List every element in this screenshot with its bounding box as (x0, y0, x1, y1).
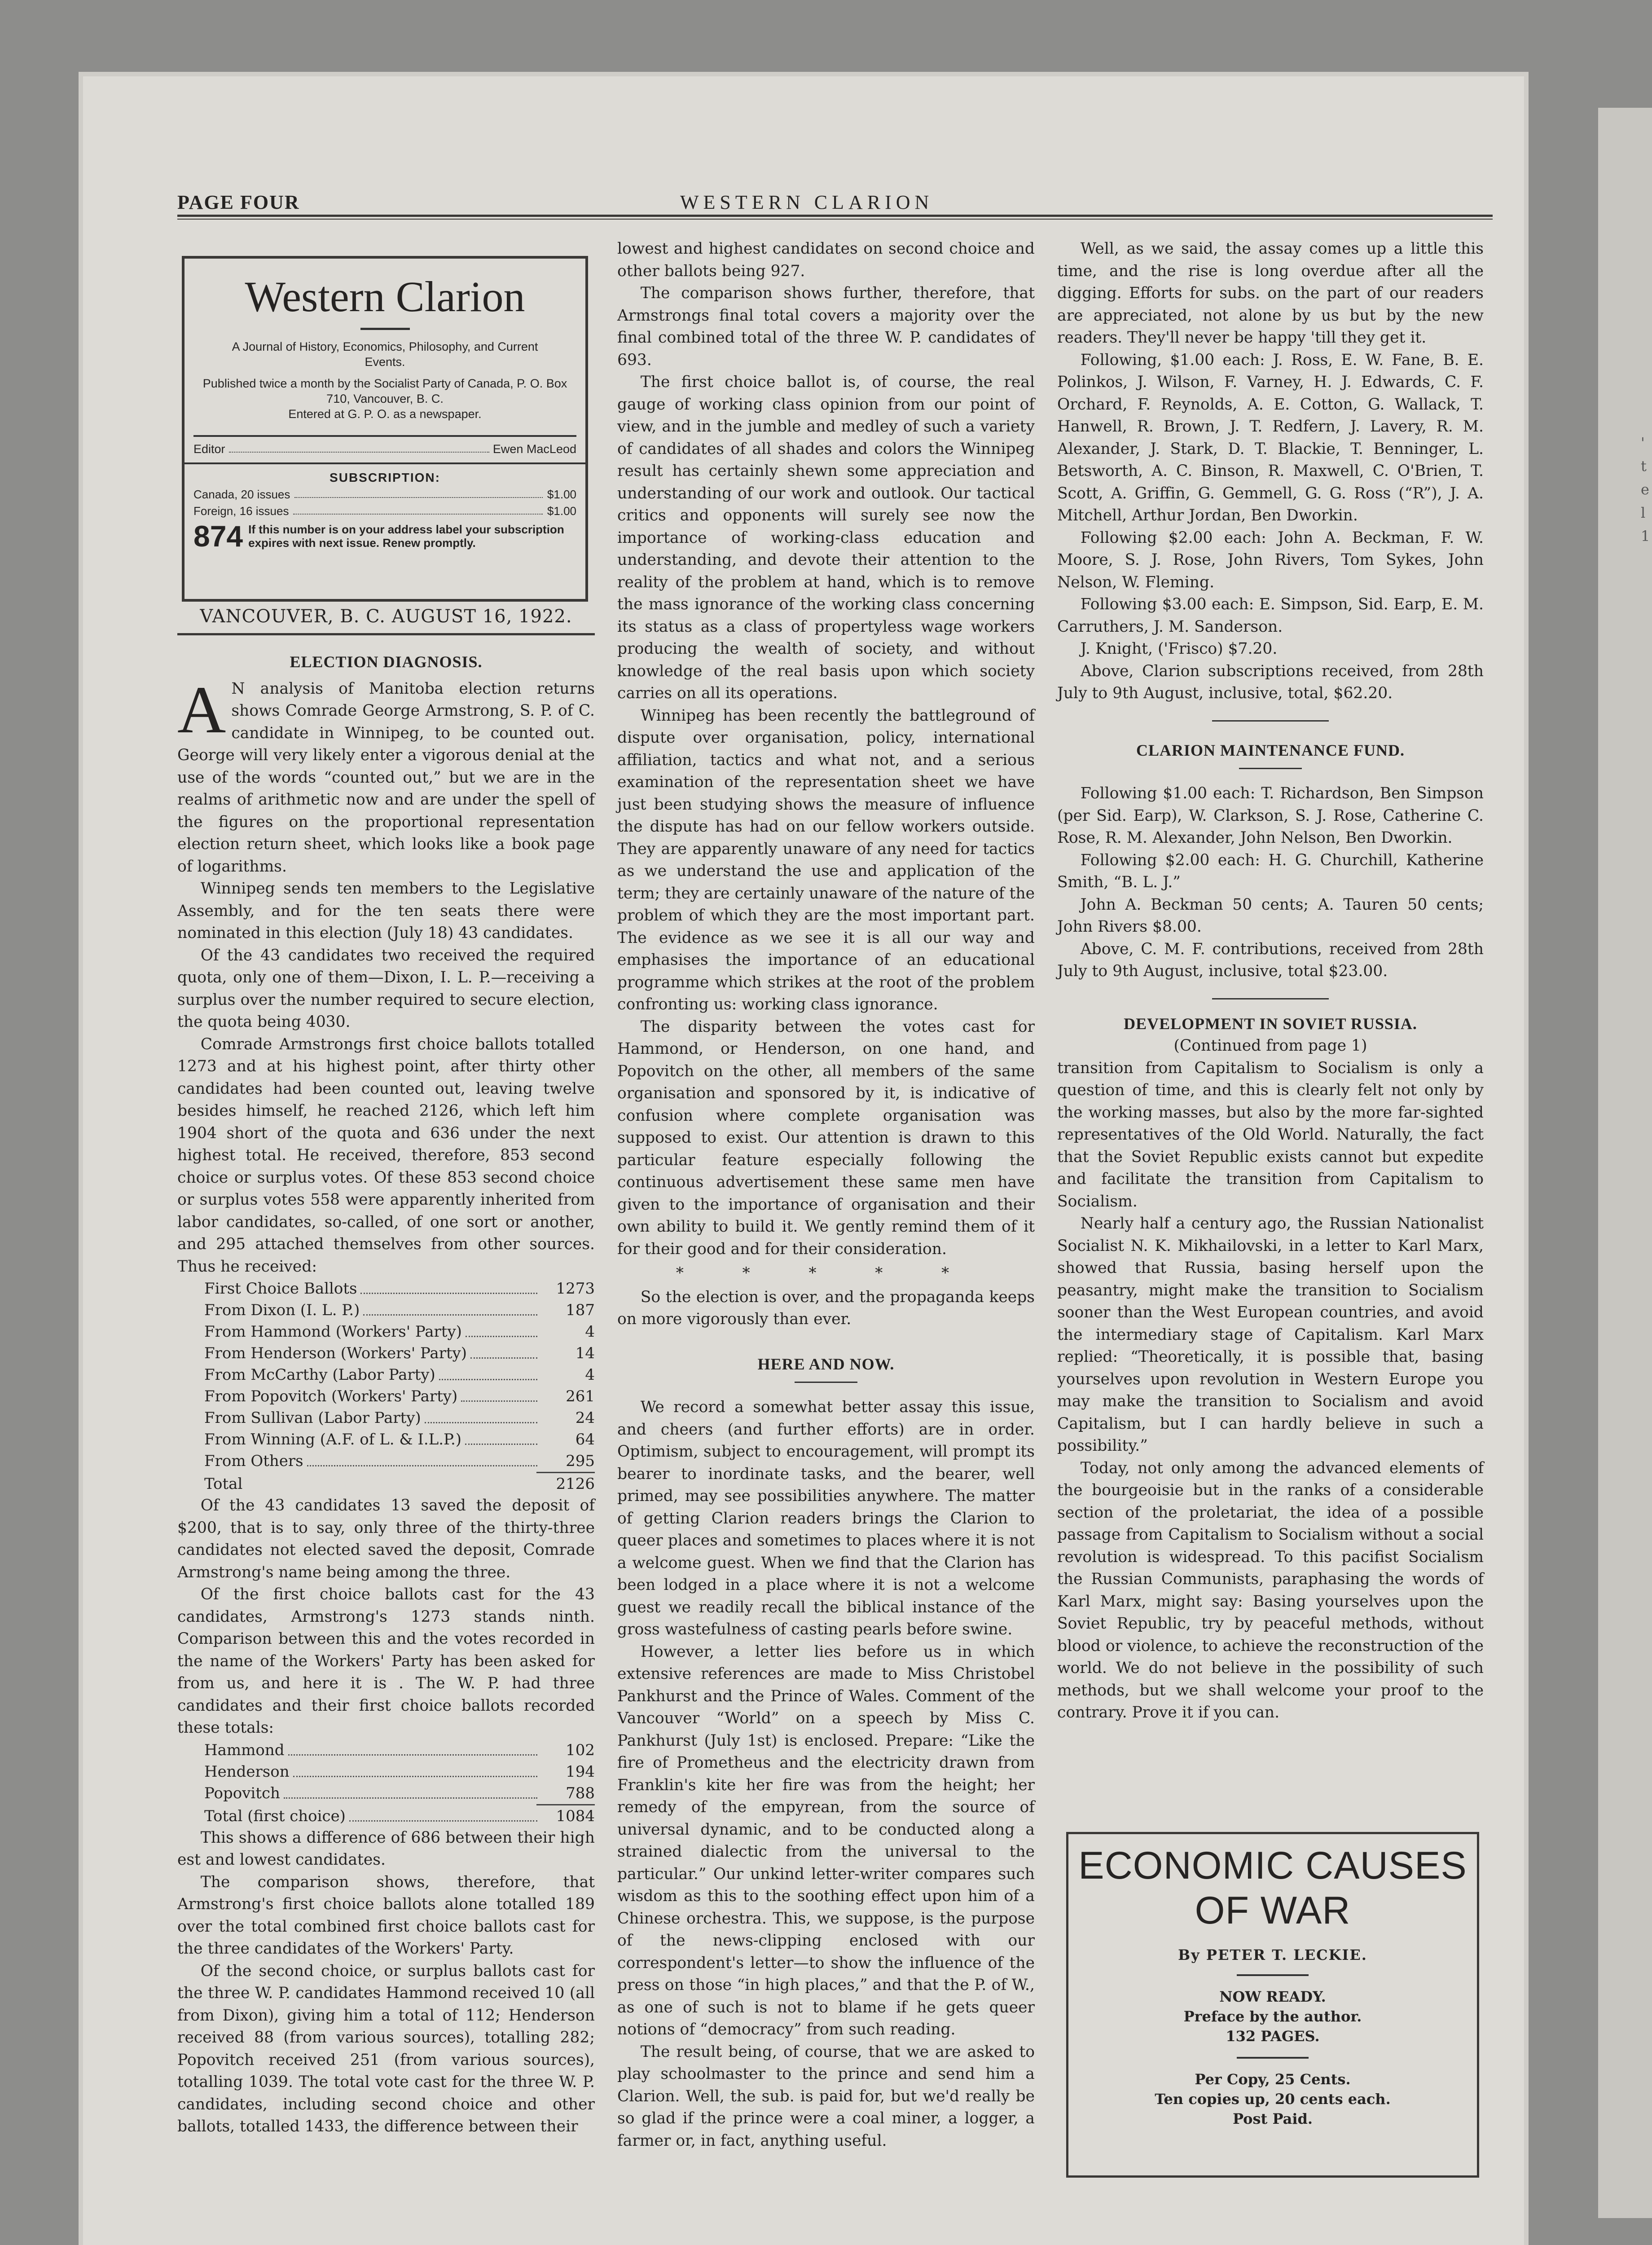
paragraph: J. Knight, ('Frisco) $7.20. (1080, 640, 1278, 658)
ad-author: By PETER T. LECKIE. (1178, 1946, 1367, 1963)
row-label: First Choice Ballots (204, 1280, 357, 1298)
row-label: From Dixon (I. L. P.) (204, 1301, 360, 1319)
paragraph: transition from Capitalism to Socialism is only a question of time, and this is clearly felt not only by the working masses, but also by the more far-sighted representatives of the Old World. Naturally, the fact that the Soviet Republic exists cannot but expedite and facilitate the transition from Capitalism to Socialism. (1057, 1059, 1484, 1211)
election-lead: A N analysis of Manitoba election returns shows Comrade George Armstrong, S. P. of C. candidate in Winnipeg, to be counted out. George will very likely enter a vigorous denial at the use of the words “counted out,” but we are in the realms of arithmetic now and are under the spell of the figures on the proportional representation election return sheet, which looks like a book page of logarithms. (177, 672, 595, 876)
table-row (177, 1343, 595, 1364)
paragraph: Following $2.00 each: H. G. Churchill, Katherine Smith, “B. L. J.” (1057, 851, 1484, 891)
paragraph: John A. Beckman 50 cents; A. Tauren 50 cents; John Rivers $8.00. (1057, 895, 1484, 936)
ad-rule (1237, 2057, 1309, 2059)
paragraph: Comrade Armstrongs first choice ballots totalled 1273 and at his highest point, after thirty other candidates had been counted out, leaving twelve besides himself, he reached 2126, which left him 1904 short of the quota and 636 under the next highest total. He received, therefore, 853 second choice or surplus votes. Of these 853 second choice or surplus votes 558 were apparently inherited from labor candidates, so-called, of one sort or another, and 295 attached themselves from other sources. Thus he received: (177, 1035, 595, 1276)
renewal-notice: 874 If this number is on your address label your subscription expires with next issue. Renew promptly. (193, 519, 564, 553)
heading-rule (1239, 768, 1302, 769)
ad-bulk-price: Ten copies up, 20 cents each. (1155, 2091, 1391, 2108)
row-value: 102 (566, 1741, 595, 1759)
column-3 (1057, 238, 1484, 1724)
paragraph: lowest and highest candidates on second choice and other ballots being 927. (617, 240, 1035, 280)
ad-title-line-2: OF WAR (1195, 1889, 1351, 1932)
paragraph: Of the 43 candidates 13 saved the deposit of $200, that is to say, only three of the thirty-three candidates not elected saved the deposit, Comrade Armstrong's name being among the three. (177, 1497, 595, 1581)
paragraph: Following $1.00 each: T. Richardson, Ben Simpson (per Sid. Earp), W. Clarkson, S. J. Rose, Catherine C. Rose, R. M. Alexander, John Nelson, Ben Dworkin. (1057, 784, 1484, 847)
row-value: 4 (585, 1366, 595, 1384)
paragraph: Above, C. M. F. contributions, received from 28th July to 9th August, inclusive, total $23.00. (1057, 940, 1484, 980)
heading-rule (795, 1382, 857, 1383)
paragraph: The comparison shows, therefore, that Armstrong's first choice ballots alone totalled 189 over the total combined first choice ballots cast for the three candidates of the Workers' Party. (177, 1873, 595, 1958)
row-value: 194 (566, 1762, 595, 1781)
paragraph: The comparison shows further, therefore, that Armstrongs final total covers a majority over the final combined total of the three W. P. candidates of 693. (617, 284, 1035, 369)
ad-title-line-1: ECONOMIC CAUSES (1078, 1844, 1467, 1887)
row-value: 1273 (556, 1280, 595, 1298)
row-value: 24 (575, 1409, 595, 1427)
ad-price: Per Copy, 25 Cents. (1195, 2071, 1351, 2088)
row-label: Henderson (204, 1762, 290, 1781)
paragraph: The result being, of course, that we are asked to play schoolmaster to the prince and send him a Clarion. Well, the sub. is paid for, but we'd really be so glad if the prince were a coal miner, a logger, a farmer or, in fact, anything useful. (617, 2043, 1035, 2150)
herenow-heading: HERE AND NOW. (757, 1355, 895, 1373)
table-row (177, 1407, 595, 1429)
maintenance-heading: CLARION MAINTENANCE FUND. (1136, 741, 1405, 759)
table-row (177, 1278, 595, 1299)
book-advertisement (1066, 1832, 1479, 2178)
paragraph: Following, $1.00 each: J. Ross, E. W. Fane, B. E. Polinkos, J. Wilson, F. Varney, H. J. Edwards, C. F. Orchard, F. Reynolds, A. E. Cotton, G. Wallack, T. Hanwell, R. Brown, J. T. Redfern, J. Lavery, R. M. Alexander, J. Stark, D. T. Blackie, T. Benninger, L. Betsworth, A. C. Binson, R. Maxwell, C. O'Brien, T. Scott, A. Griffin, G. Gemmell, G. G. Ross (“R”), J. A. Mitchell, Arthur Jordan, Ben Dworkin. (1057, 351, 1484, 524)
masthead-rule (360, 328, 410, 330)
table-row (177, 1364, 595, 1386)
masthead-title: Western Clarion (245, 273, 525, 321)
paragraph: Winnipeg sends ten members to the Legislative Assembly, and for the ten seats there were nominated in this election (July 18) 43 candidates. (177, 880, 595, 942)
paper-name: WESTERN CLARION (680, 191, 934, 213)
paragraph: Above, Clarion subscriptions received, from 28th July to 9th August, inclusive, total, $62.20. (1057, 662, 1484, 702)
armstrong-ballots-table (177, 1278, 595, 1472)
row-label: From Henderson (Workers' Party) (204, 1344, 467, 1362)
adjacent-page-edge (1598, 108, 1652, 2218)
subscription-foreign: Foreign, 16 issues $1.00 (193, 504, 576, 518)
paragraph: Nearly half a century ago, the Russian Nationalist Socialist N. K. Mikhailovski, in a letter to Karl Marx, showed that Russia, basing herself upon the peasantry, might make the transition to Socialism sooner than the West European countries, and avoid the intermediary stage of Capitalism. Karl Marx replied: “Theoretically, it is possible that, basing yourselves upon revolution in Western Europe you may make the transition to Socialism and avoid Capitalism, but I can hardly believe in such a possibility.” (1057, 1215, 1484, 1455)
masthead-entered: Entered at G. P. O. as a newspaper. (288, 407, 482, 421)
soviet-continued: (Continued from page 1) (1173, 1037, 1367, 1055)
row-label: From McCarthy (Labor Party) (204, 1366, 435, 1384)
row-label: Popovitch (204, 1784, 280, 1802)
masthead-published: Published twice a month by the Socialist Party of Canada, P. O. Box 710, Vancouver, B. C. (202, 377, 567, 405)
section-rule (1212, 998, 1329, 999)
paragraph: However, a letter lies before us in which extensive references are made to Miss Christobel Pankhurst and the Prince of Wales. Comment of the Vancouver “World” on a speech by Miss C. Pankhurst (July 1st) is enclosed. Prepare: “Like the fire of Prometheus and the electricity drawn from Franklin's kite her fire was from the height; her remedy of the empyrean, from the source of universal dynamic, and to be conducted along a strained dialectic from the universal to the particular.” Our unkind letter-writer compares such wisdom as this to the soothing effect upon him of a Chinese orchestra. This, we suppose, is the purpose of the news-clipping enclosed with our correspondent's letter—to show the influence of the press on those “in high places,” and that the P. of W., as one of such is not to blame if he gets queer notions of “democracy” from such reading. (617, 1642, 1035, 2038)
paragraph: Following $2.00 each: John A. Beckman, F. W. Moore, S. J. Rose, John Rivers, Tom Sykes, John Nelson, W. Fleming. (1057, 528, 1484, 591)
paragraph: Of the second choice, or surplus ballots cast for the three W. P. candidates Hammond received 10 (all from Dixon), giving him a total of 112; Henderson received 88 (from various sources), totalling 282; Popovitch received 251 (from various sources), totalling 1039. The total vote cast for the three W. P. candidates, including second choice and other ballots, totalled 1433, the difference between their (177, 1962, 595, 2135)
table-row (177, 1783, 595, 1804)
soviet-heading: DEVELOPMENT IN SOVIET RUSSIA. (1124, 1014, 1417, 1033)
subscription-canada: Canada, 20 issues $1.00 (193, 488, 576, 501)
dateline: VANCOUVER, B. C. AUGUST 16, 1922. (177, 606, 595, 635)
table-row (177, 1299, 595, 1321)
paragraph: So the election is over, and the propaganda keeps on more vigorously than ever. (617, 1288, 1035, 1328)
row-label: From Popovitch (Workers' Party) (204, 1387, 458, 1405)
paragraph: We record a somewhat better assay this issue, and cheers (and further efforts) are in order. Optimism, subject to encouragement, will prompt its bearer to inordinate tasks, and the bearer, well primed, may see possibilities anywhere. The matter of getting Clarion readers brings the Clarion to queer places and sometimes to places where it is not a welcome guest. When we find that the Clarion has been lodged in a place where it is not a welcome guest we readily recall the biblical instance of the gross wastefulness of casting pearls before swine. (617, 1398, 1035, 1638)
paragraph: Well, as we said, the assay comes up a little this time, and the rise is long overdue after all the digging. Efforts for subs. on the part of our readers are appreciated, not alone by us but by the new readers. They'll never be happy 'till they get it. (1057, 240, 1484, 347)
header-rule (177, 215, 1493, 220)
row-value: 14 (575, 1344, 595, 1362)
row-value: 295 (566, 1452, 595, 1470)
workers-party-table (177, 1739, 595, 1804)
election-heading: ELECTION DIAGNOSIS. (290, 653, 483, 671)
table-row (177, 1761, 595, 1783)
drop-cap: A (177, 672, 226, 747)
row-label: From Hammond (Workers' Party) (204, 1323, 462, 1341)
table-row (177, 1450, 595, 1472)
ad-rule (1237, 1974, 1309, 1976)
masthead-description: A Journal of History, Economics, Philosophy, and Current Events. (232, 340, 538, 369)
ad-pages: 132 PAGES. (1226, 2028, 1320, 2045)
row-value: 261 (566, 1387, 595, 1405)
row-value: 788 (566, 1784, 595, 1802)
subscription-title: SUBSCRIPTION: (185, 462, 585, 485)
row-value: 4 (585, 1323, 595, 1341)
workers-party-total: Total (first choice) 1084 (177, 1805, 595, 1827)
section-rule (1212, 720, 1329, 722)
column-2 (617, 238, 1035, 2152)
page-number: PAGE FOUR (177, 191, 300, 213)
renewal-number: 874 (193, 519, 243, 553)
ad-postage: Post Paid. (1232, 2110, 1313, 2127)
paragraph: Following $3.00 each: E. Simpson, Sid. Earp, E. M. Carruthers, J. M. Sanderson. (1057, 595, 1484, 636)
masthead-box (182, 256, 588, 602)
paragraph: Of the first choice ballots cast for the 43 candidates, Armstrong's 1273 stands ninth. Comparison between this and the votes recorded in the name of the Workers' Party has been asked for from us, and here it is . The W. P. had three candidates and their first choice ballots recorded these totals: (177, 1585, 595, 1737)
adjacent-page-text: ' t e l 1 (1641, 434, 1650, 545)
row-value: 187 (566, 1301, 595, 1319)
page-header (177, 191, 1493, 218)
row-label: From Sullivan (Labor Party) (204, 1409, 421, 1427)
row-label: From Winning (A.F. of L. & I.L.P.) (204, 1431, 462, 1448)
paragraph: The disparity between the votes cast for Hammond, or Henderson, on one hand, and Popovitch on the other, all members of the same organisation and sponsored by it, is indicative of confusion where complete organisation was supposed to exist. Our attention is drawn to this particular feature especially following the continuous advertisement these same men have given to the importance of organisation and their own ability to build it. We gently remind them of it for their good and for their consideration. (617, 1017, 1035, 1258)
column-1 (177, 651, 595, 2138)
armstrong-total: Total 2126 (204, 1475, 595, 1493)
paragraph: Today, not only among the advanced elements of the bourgeoisie but in the ranks of a considerable section of the proletariat, the idea of a possible passage from Capitalism to Socialism without a social revolution is widespread. To this pacifist Socialism the Russian Communists, paraphasing the words of Karl Marx, might say: Basing yourselves upon the Soviet Republic, try by peaceful methods, without blood or violence, to achieve the reconstruction of the world. We do not believe in the possibility of such methods, but we shall welcome your proof to the contrary. Prove it if you can. (1057, 1459, 1484, 1721)
table-row (177, 1321, 595, 1343)
row-label: Hammond (204, 1741, 285, 1759)
paragraph: This shows a difference of 686 between their high est and lowest candidates. (177, 1828, 595, 1869)
paragraph: Of the 43 candidates two received the required quota, only one of them—Dixon, I. L. P.—receiving a surplus over the number required to secure election, the quota being 4030. (177, 946, 595, 1031)
paragraph: The first choice ballot is, of course, the real gauge of working class opinion from our point of view, and in the jumble and medley of such a variety of candidates of all shades and colors the Winnipeg result has certainly shewn some appreciation and understanding of our work and outlook. Our tactical critics and opponents will surely see now the importance of working-class education and understanding, and devote their attention to the reality of the problem at hand, which is to remove the mass ignorance of the working class concerning its status as a class of propertyless wage workers producing the wealth of society, and without knowledge of the real basis upon which society carries on all its operations. (617, 373, 1035, 702)
table-row (177, 1429, 595, 1450)
ad-now-ready: NOW READY. (1219, 1988, 1326, 2005)
row-value: 64 (575, 1431, 595, 1448)
table-row (177, 1739, 595, 1761)
masthead-editor: Editor Ewen MacLeod (193, 435, 576, 456)
paragraph: Winnipeg has been recently the battleground of dispute over organisation, policy, international affiliation, tactics and what not, and a serious examination of the representation sheet we have just been studying shows the measure of influence the dispute has had on our fellow workers outside. They are apparently unaware of any need for tactics as we understand the use and application of the term; they are certainly unaware of the nature of the problem of which they are the most important part. The evidence as we see it is all our way and emphasises the importance of an educational programme which strikes at the root of the problem confronting us: working class ignorance. (617, 706, 1035, 1013)
table-row (177, 1386, 595, 1407)
row-label: From Others (204, 1452, 303, 1470)
ad-preface: Preface by the author. (1183, 2008, 1362, 2025)
section-stars: * * * * * (676, 1264, 976, 1282)
